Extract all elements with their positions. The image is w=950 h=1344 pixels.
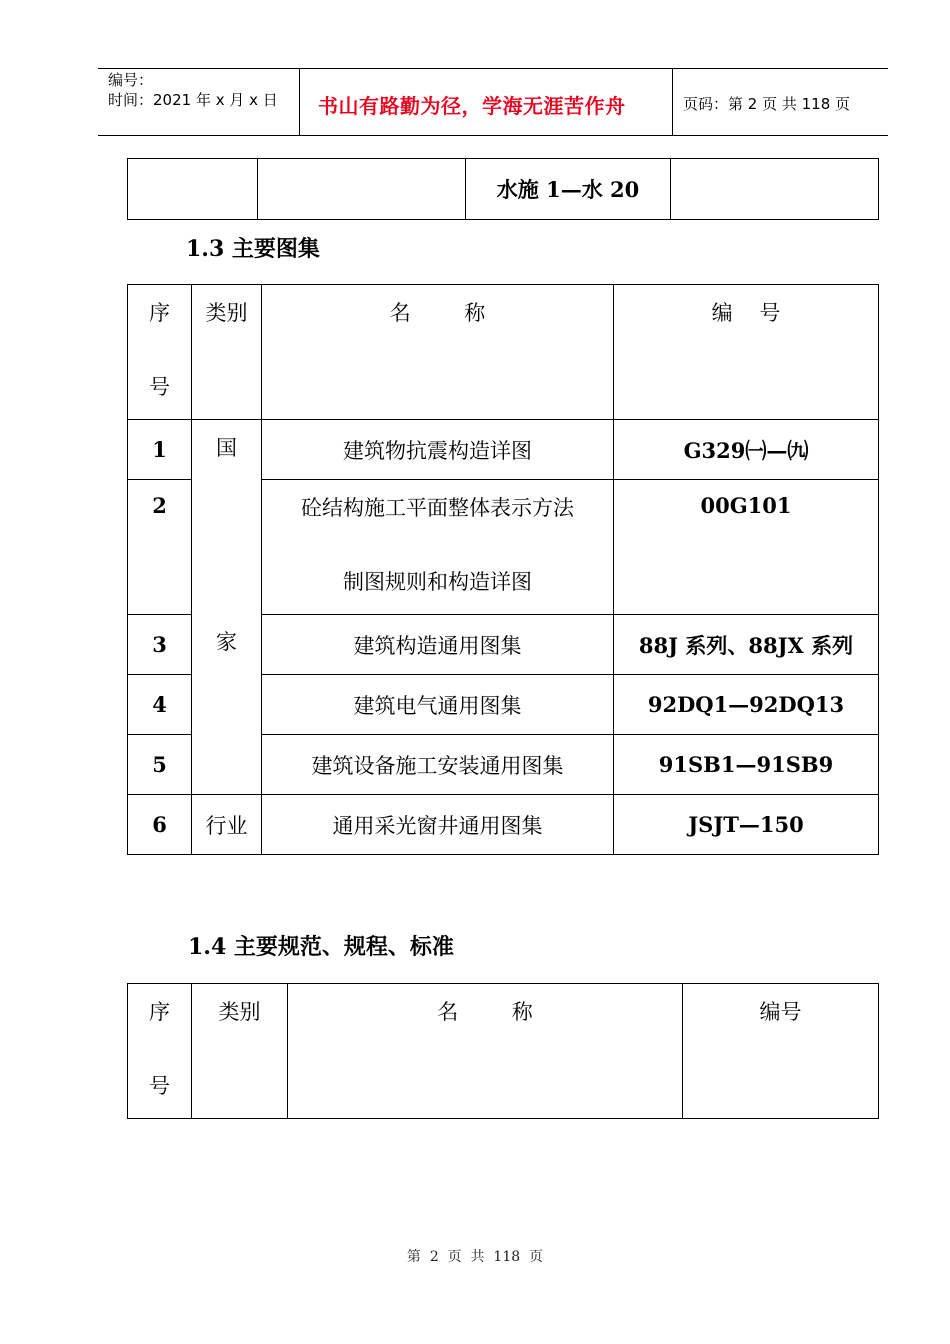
atlas-header-seq-top: 序 bbox=[149, 301, 170, 325]
atlas-row-2-seq-text: 2 bbox=[152, 493, 167, 518]
standards-header-row bbox=[128, 984, 879, 1119]
standards-header-seq-bottom: 号 bbox=[149, 1074, 170, 1098]
page-footer: 第 2 页 共 118 页 bbox=[406, 1249, 544, 1265]
atlas-row-6-seq: 6 bbox=[128, 795, 192, 855]
atlas-row-3-code: 88J 系列、88JX 系列 bbox=[614, 615, 879, 675]
standards-header-code-text: 编号 bbox=[759, 1000, 802, 1024]
prev-cell-1 bbox=[128, 159, 258, 220]
standards-header-category-text: 类别 bbox=[218, 1000, 261, 1024]
standards-header-name-text: 名 称 bbox=[437, 1000, 533, 1024]
header-top-rule bbox=[98, 68, 888, 69]
atlas-header-code bbox=[614, 285, 879, 420]
atlas-row-1-name: 建筑物抗震构造详图 bbox=[262, 420, 614, 480]
table-row bbox=[128, 795, 879, 855]
atlas-row-5-seq: 5 bbox=[128, 735, 192, 795]
atlas-header-category-text: 类别 bbox=[205, 301, 248, 325]
atlas-table bbox=[127, 284, 879, 855]
atlas-row-6-code: JSJT—150 bbox=[614, 795, 879, 855]
atlas-row-5-code: 91SB1—91SB9 bbox=[614, 735, 879, 795]
atlas-row-2-code bbox=[614, 480, 879, 615]
atlas-row-2-code-text: 00G101 bbox=[700, 493, 792, 518]
prev-cell-3: 水施 1—水 20 bbox=[466, 159, 671, 220]
atlas-header-name-text: 名 称 bbox=[389, 301, 486, 325]
atlas-row-4-code: 92DQ1—92DQ13 bbox=[614, 675, 879, 735]
header-divider-left bbox=[299, 69, 300, 136]
atlas-header-name bbox=[262, 285, 614, 420]
atlas-row-1-seq: 1 bbox=[128, 420, 192, 480]
atlas-category-national-bottom: 家 bbox=[216, 630, 237, 654]
atlas-row-2-name-line1: 砼结构施工平面整体表示方法 bbox=[301, 496, 574, 520]
header-divider-right bbox=[672, 69, 673, 136]
prev-cell-2 bbox=[258, 159, 466, 220]
atlas-row-4-name: 建筑电气通用图集 bbox=[262, 675, 614, 735]
atlas-row-2-name bbox=[262, 480, 614, 615]
section-14-title: 1.4 主要规范、规程、标准 bbox=[188, 934, 454, 960]
prev-cell-4 bbox=[671, 159, 879, 220]
prev-table bbox=[127, 158, 879, 220]
standards-header-seq bbox=[128, 984, 192, 1119]
doc-number-label: 编号： bbox=[108, 71, 154, 89]
standards-table bbox=[127, 983, 879, 1119]
atlas-row-2-name-line2: 制图规则和构造详图 bbox=[343, 570, 532, 594]
atlas-row-3-name: 建筑构造通用图集 bbox=[262, 615, 614, 675]
table-row bbox=[128, 420, 879, 480]
section-13-title: 1.3 主要图集 bbox=[186, 236, 320, 262]
header-bottom-rule bbox=[98, 135, 888, 136]
prev-table-row bbox=[128, 159, 879, 220]
atlas-row-4-seq: 4 bbox=[128, 675, 192, 735]
atlas-category-national bbox=[192, 420, 262, 795]
atlas-row-6-name: 通用采光窗井通用图集 bbox=[262, 795, 614, 855]
atlas-row-5-name: 建筑设备施工安装通用图集 bbox=[262, 735, 614, 795]
header-page-info: 页码：第 2 页 共 118 页 bbox=[683, 95, 851, 113]
atlas-header-code-text: 编 号 bbox=[711, 301, 781, 325]
atlas-row-3-seq: 3 bbox=[128, 615, 192, 675]
atlas-header-seq-bottom: 号 bbox=[149, 375, 170, 399]
atlas-category-national-top: 国 bbox=[216, 436, 237, 460]
standards-header-seq-top: 序 bbox=[149, 1000, 170, 1024]
atlas-category-industry: 行业 bbox=[192, 795, 262, 855]
atlas-header-seq bbox=[128, 285, 192, 420]
standards-header-code bbox=[683, 984, 879, 1119]
header-motto: 书山有路勤为径，学海无涯苦作舟 bbox=[318, 94, 626, 118]
atlas-header-category bbox=[192, 285, 262, 420]
atlas-header-row bbox=[128, 285, 879, 420]
standards-header-name bbox=[288, 984, 683, 1119]
doc-time-label: 时间：2021 年 x 月 x 日 bbox=[108, 91, 278, 109]
standards-header-category bbox=[192, 984, 288, 1119]
atlas-row-2-seq bbox=[128, 480, 192, 615]
atlas-row-1-code: G329㈠—㈨ bbox=[614, 420, 879, 480]
